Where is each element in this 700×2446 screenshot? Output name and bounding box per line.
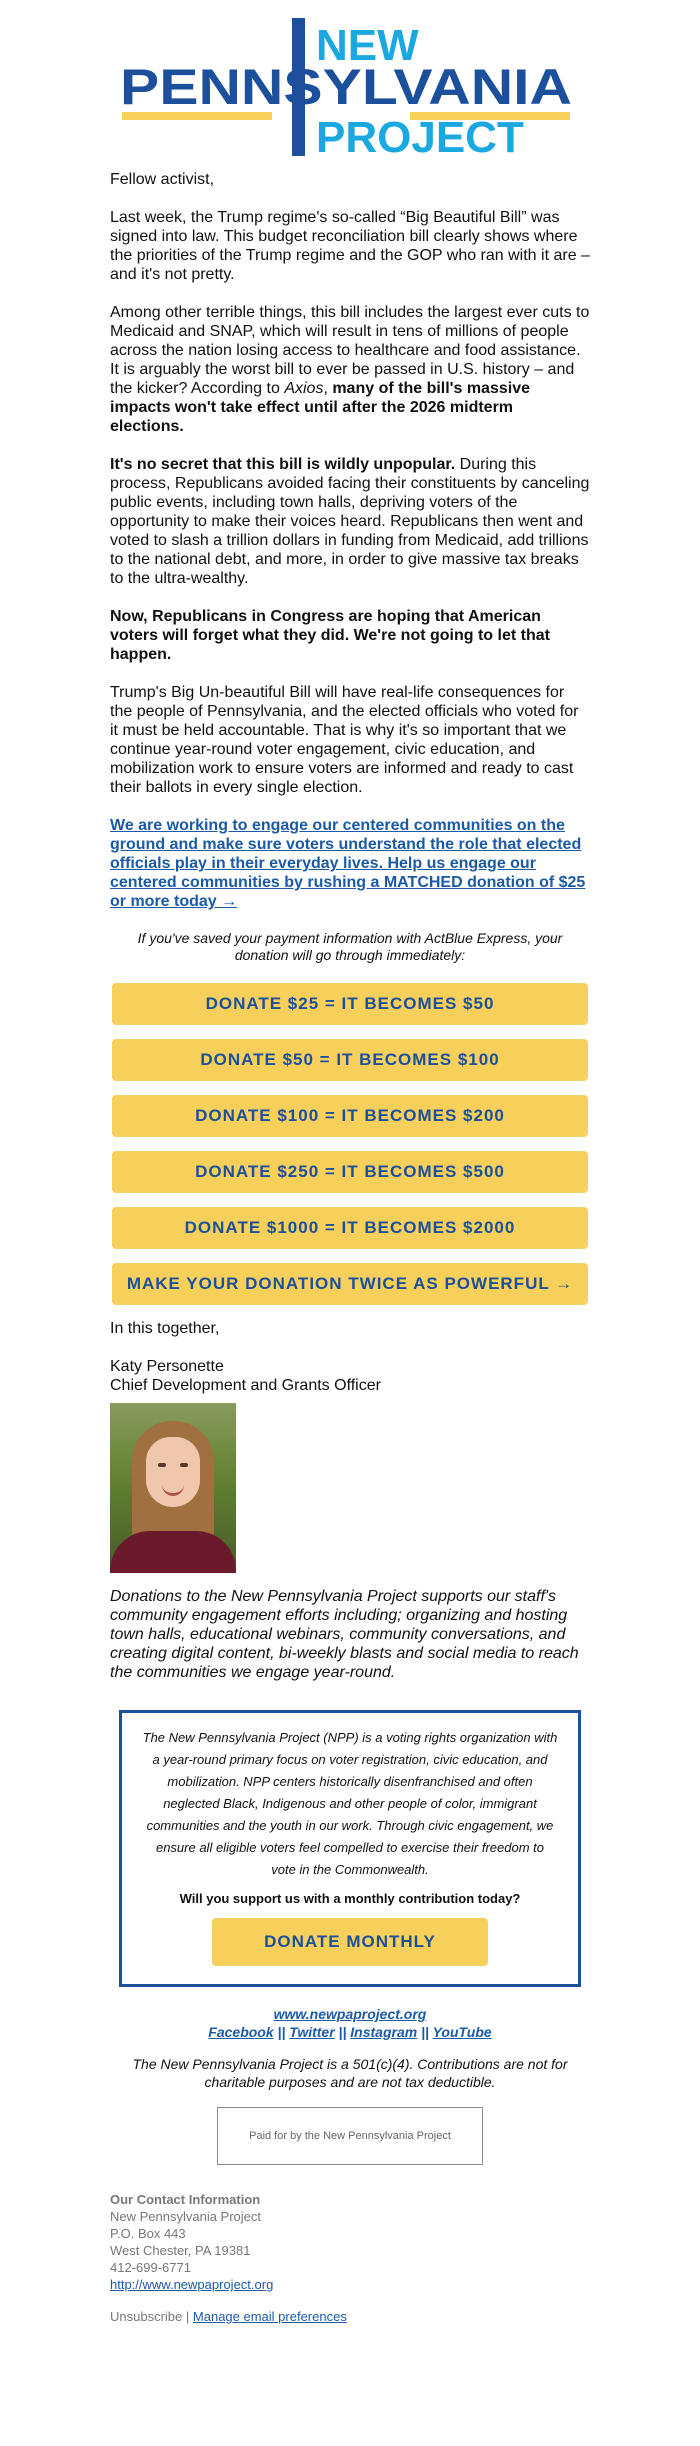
contact-info bbox=[0, 2191, 700, 2293]
contact-phone: 412-699-6771 bbox=[110, 2260, 191, 2275]
monthly-question: Will you support us with a monthly contribution today? bbox=[179, 1891, 521, 1906]
instagram-link[interactable]: Instagram bbox=[350, 2024, 418, 2040]
signer-name: Katy Personette bbox=[110, 1358, 224, 1375]
signer-photo bbox=[110, 1403, 236, 1573]
twitter-link[interactable]: Twitter bbox=[289, 2024, 335, 2040]
donate-1000-button[interactable]: DONATE $1000 = IT BECOMES $2000 bbox=[112, 1207, 588, 1249]
signature bbox=[110, 1357, 590, 1395]
cta-paragraph bbox=[110, 816, 590, 911]
closing: In this together, bbox=[110, 1320, 220, 1337]
unsubscribe-separator: | bbox=[185, 2309, 190, 2324]
logo-line-3: PROJECT bbox=[316, 113, 524, 162]
donate-25-button[interactable]: DONATE $25 = IT BECOMES $50 bbox=[112, 983, 588, 1025]
tax-disclaimer: The New Pennsylvania Project is a 501(c)(4). Contributions are not for charitable purposes and are not tax deductible. bbox=[132, 2056, 568, 2090]
paragraph-3: It's no secret that this bill is wildly unpopular. During this process, Republicans avoided facing their constituents by canceling public events, including town halls, depriving voters of the opportunity to make their voices heard. Republicans then went and voted to slash a trillion dollars in funding from Medicaid, add trillions to the national debt, and more, in order to give massive tax breaks to the ultra-wealthy. bbox=[110, 456, 590, 587]
donations-note: Donations to the New Pennsylvania Project supports our staff's community engagement efforts including; organizing and hosting town halls, educational webinars, community conversations, and creating digital content, bi-weekly blasts and social media to reach the communities we engage year-round. bbox=[110, 1588, 579, 1681]
signer-role: Chief Development and Grants Officer bbox=[110, 1377, 381, 1394]
unsubscribe-text[interactable]: Unsubscribe bbox=[110, 2309, 183, 2324]
cta-donate-link[interactable]: We are working to engage our centered communities on the ground and make sure voters understand the role that elected officials play in their everyday lives. Help us engage our centered communities by rushing a MATCHED donation of $25 or more today → bbox=[110, 817, 586, 910]
contact-org: New Pennsylvania Project bbox=[110, 2209, 262, 2224]
contact-po-box: P.O. Box 443 bbox=[110, 2226, 186, 2241]
contact-url-link[interactable]: http://www.newpaproject.org bbox=[110, 2277, 274, 2292]
npp-logo bbox=[0, 0, 700, 170]
about-text: The New Pennsylvania Project (NPP) is a voting rights organization with a year-round primary focus on voter registration, civic education, and mobilization. NPP centers historically disenfranchised and often neglected Black, Indigenous and other people of color, immigrant communities and the youth in our work. Through civic engagement, we ensure all eligible voters feel compelled to exercise their freedom to vote in the Commonwealth. bbox=[142, 1730, 558, 1877]
contact-city: West Chester, PA 19381 bbox=[110, 2243, 251, 2258]
paid-for-box: Paid for by the New Pennsylvania Project bbox=[217, 2107, 483, 2165]
logo-line-2: PENNSYLVANIA bbox=[120, 59, 572, 115]
donate-monthly-button[interactable]: DONATE MONTHLY bbox=[212, 1918, 488, 1966]
separator: || bbox=[421, 2024, 429, 2040]
separator: || bbox=[338, 2024, 347, 2040]
paragraph-5: Trump's Big Un-beautiful Bill will have real-life consequences for the people of Pennsylvania, and the elected officials who voted for it must be held accountable. That is why it's so important that we continue year-round voter engagement, civic education, and mobilization work to ensure voters are informed and ready to cast their ballots in every single election. bbox=[110, 684, 579, 796]
paragraph-1: Last week, the Trump regime's so-called “Big Beautiful Bill” was signed into law. This budget reconciliation bill clearly shows where the priorities of the Trump regime and the GOP who ran with it are – and it's not pretty. bbox=[110, 209, 590, 283]
donate-twice-button[interactable]: MAKE YOUR DONATION TWICE AS POWERFUL → bbox=[112, 1263, 588, 1305]
email-body bbox=[0, 170, 700, 1682]
greeting: Fellow activist, bbox=[110, 171, 215, 188]
about-box bbox=[119, 1710, 581, 1987]
youtube-link[interactable]: YouTube bbox=[432, 2024, 492, 2040]
website-link[interactable]: www.newpaproject.org bbox=[273, 2006, 427, 2022]
footer-links bbox=[0, 2005, 700, 2041]
logo-line-1: NEW bbox=[316, 21, 419, 70]
contact-title: Our Contact Information bbox=[110, 2192, 261, 2207]
paragraph-2: Among other terrible things, this bill includes the largest ever cuts to Medicaid and SNAP, which will result in tens of millions of people across the nation losing access to healthcare and food assistance. It is arguably the worst bill to ever be passed in U.S. history – and the kicker? According to Axios, many of the bill's massive impacts won't take effect until after the 2026 midterm elections. bbox=[110, 304, 590, 435]
facebook-link[interactable]: Facebook bbox=[208, 2024, 274, 2040]
actblue-note: If you've saved your payment information with ActBlue Express, your donation will go through immediately: bbox=[137, 930, 563, 963]
paragraph-4: Now, Republicans in Congress are hoping that American voters will forget what they did. We're not going to let that happen. bbox=[110, 608, 550, 663]
donate-250-button[interactable]: DONATE $250 = IT BECOMES $500 bbox=[112, 1151, 588, 1193]
donate-100-button[interactable]: DONATE $100 = IT BECOMES $200 bbox=[112, 1095, 588, 1137]
separator: || bbox=[277, 2024, 286, 2040]
unsubscribe-row bbox=[0, 2309, 700, 2324]
donate-50-button[interactable]: DONATE $50 = IT BECOMES $100 bbox=[112, 1039, 588, 1081]
manage-preferences-link[interactable]: Manage email preferences bbox=[192, 2309, 347, 2324]
